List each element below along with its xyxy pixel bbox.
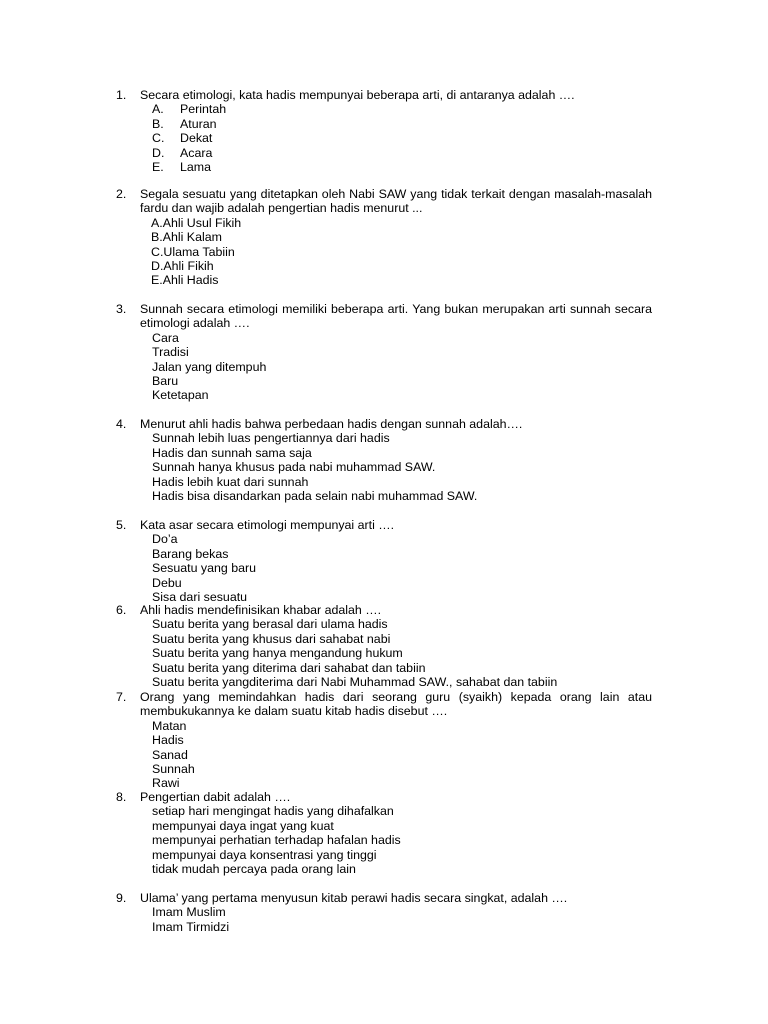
- question-text: Ulama’ yang pertama menyusun kitab perawi hadis secara singkat, adalah ….: [140, 891, 568, 905]
- answer-option: C.Ulama Tabiin: [151, 244, 235, 259]
- question-2: [116, 187, 652, 288]
- question-number: 5.: [116, 518, 127, 532]
- answer-option: mempunyai daya konsentrasi yang tinggi: [152, 847, 377, 862]
- answer-option: Sunnah lebih luas pengertiannya dari hadis: [152, 431, 390, 446]
- option-text: Acara: [180, 145, 213, 160]
- answer-option: Sunnah: [152, 762, 195, 777]
- answer-option: Imam Tirmidzi: [152, 919, 230, 934]
- option-text: Aturan: [180, 116, 217, 131]
- option-letter: A.: [152, 102, 164, 117]
- answer-option: Baru: [152, 374, 179, 389]
- question-number: 7.: [116, 690, 127, 704]
- question-text: Menurut ahli hadis bahwa perbedaan hadis dengan sunnah adalah….: [140, 417, 523, 431]
- question-text: Sunnah secara etimologi memiliki beberapa arti. Yang bukan merupakan arti sunnah secara etimologi adalah ….: [140, 302, 652, 331]
- answer-options: [116, 331, 652, 403]
- option-text: Lama: [180, 160, 211, 175]
- question-3: [116, 302, 652, 403]
- option-letter: E.: [152, 160, 164, 175]
- answer-options: [116, 804, 652, 876]
- question-text: Segala sesuatu yang ditetapkan oleh Nabi SAW yang tidak terkait dengan masalah-masalah fardu dan wajib adalah pengertian hadis menurut ...: [140, 187, 652, 216]
- option-letter: C.: [152, 131, 165, 146]
- answer-option: Do’a: [152, 532, 178, 547]
- question-number: 6.: [116, 603, 127, 617]
- answer-option: E.Ahli Hadis: [151, 273, 219, 288]
- answer-options: [116, 431, 652, 503]
- answer-option: Hadis dan sunnah sama saja: [152, 445, 312, 460]
- answer-option: mempunyai perhatian terhadap hafalan hadis: [152, 833, 401, 848]
- answer-options: [116, 216, 652, 288]
- question-text: Pengertian dabit adalah ….: [140, 790, 291, 804]
- answer-option: Hadis lebih kuat dari sunnah: [152, 474, 309, 489]
- answer-option: Imam Muslim: [152, 905, 226, 920]
- answer-option: D.Ahli Fikih: [151, 259, 214, 274]
- answer-option: Suatu berita yang berasal dari ulama hadis: [152, 617, 388, 632]
- answer-options: [116, 905, 652, 934]
- answer-option: mempunyai daya ingat yang kuat: [152, 818, 334, 833]
- answer-option: setiap hari mengingat hadis yang dihafalkan: [152, 804, 394, 819]
- answer-option: tidak mudah percaya pada orang lain: [152, 862, 356, 877]
- answer-option: Suatu berita yang diterima dari sahabat dan tabiin: [152, 660, 426, 675]
- question-text: Secara etimologi, kata hadis mempunyai beberapa arti, di antaranya adalah ….: [140, 88, 575, 102]
- question-text: Kata asar secara etimologi mempunyai arti ….: [140, 518, 395, 532]
- question-9: [116, 891, 652, 934]
- answer-option: Jalan yang ditempuh: [152, 359, 267, 374]
- answer-option: [116, 146, 652, 160]
- answer-option: Sesuatu yang baru: [152, 561, 257, 576]
- option-letter: B.: [152, 116, 164, 131]
- answer-option: Debu: [152, 575, 182, 590]
- answer-option: Ketetapan: [152, 388, 209, 403]
- answer-option: [116, 160, 652, 174]
- question-number: 2.: [116, 187, 127, 201]
- question-5: [116, 518, 652, 604]
- question-1: [116, 88, 652, 174]
- question-7: [116, 690, 652, 791]
- answer-option: Barang bekas: [152, 546, 229, 561]
- option-text: Dekat: [180, 131, 213, 146]
- answer-option: [116, 102, 652, 116]
- question-number: 3.: [116, 302, 127, 316]
- question-6: [116, 603, 652, 689]
- option-letter: D.: [152, 145, 165, 160]
- answer-option: Tradisi: [152, 345, 189, 360]
- answer-option: Sunnah hanya khusus pada nabi muhammad SAW.: [152, 460, 436, 475]
- answer-option: B.Ahli Kalam: [151, 230, 222, 245]
- question-number: 8.: [116, 790, 127, 804]
- question-4: [116, 417, 652, 503]
- answer-option: A.Ahli Usul Fikih: [151, 215, 242, 230]
- answer-option: Matan: [152, 718, 187, 733]
- answer-options: [116, 719, 652, 791]
- answer-option: Rawi: [152, 776, 180, 791]
- answer-option: Sisa dari sesuatu: [152, 590, 248, 605]
- answer-option: Suatu berita yang khusus dari sahabat nabi: [152, 631, 391, 646]
- question-text: Orang yang memindahkan hadis dari seorang guru (syaikh) kepada orang lain atau membukukannya ke dalam suatu kitab hadis disebut ….: [140, 690, 652, 719]
- answer-options: [116, 102, 652, 174]
- answer-options: [116, 617, 652, 689]
- question-text: Ahli hadis mendefinisikan khabar adalah ….: [140, 603, 382, 617]
- option-text: Perintah: [180, 102, 227, 117]
- answer-option: Sanad: [152, 747, 188, 762]
- question-number: 9.: [116, 891, 127, 905]
- answer-option: Hadis: [152, 733, 184, 748]
- answer-option: Cara: [152, 330, 179, 345]
- answer-option: Hadis bisa disandarkan pada selain nabi muhammad SAW.: [152, 489, 478, 504]
- answer-options: [116, 532, 652, 604]
- answer-option: Suatu berita yangditerima dari Nabi Muhammad SAW., sahabat dan tabiin: [152, 675, 558, 690]
- question-number: 1.: [116, 88, 127, 102]
- question-number: 4.: [116, 417, 127, 431]
- question-8: [116, 790, 652, 876]
- answer-option: [116, 117, 652, 131]
- answer-option: Suatu berita yang hanya mengandung hukum: [152, 646, 403, 661]
- answer-option: [116, 131, 652, 145]
